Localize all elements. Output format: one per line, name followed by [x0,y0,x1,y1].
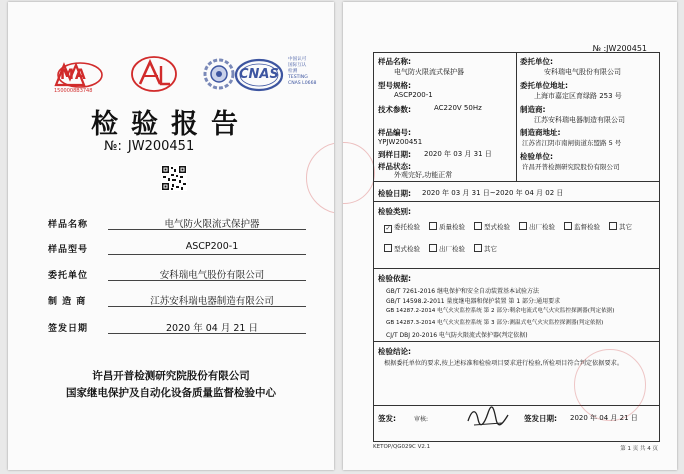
test-type-option [384,244,420,253]
test-type-options-row2 [384,244,654,256]
spec-label: 技术参数: [378,105,411,114]
test-type-option-label: 其它 [619,223,632,231]
manufacturer-address-label: 制造商地址: [520,128,561,137]
seal-stamp-left-edge [343,142,375,204]
test-type-option [519,222,555,231]
test-type-option-label: 监督检验 [574,223,600,231]
condition-value: 外观完好,功能正常 [394,171,453,179]
issue-date-value: 2020 年 04 月 21 日 [570,414,638,422]
cover-label: 签发日期 [48,324,89,334]
sample-name-label: 样品名称: [378,57,411,66]
row-divider [374,201,659,202]
cnas-lab-mark: 中国认可 国际互认 检测 TESTING CNAS L0668 [288,57,317,86]
underline [108,254,306,255]
client-address-label: 委托单位地址: [520,81,568,90]
underline [108,306,306,307]
official-seal-stamp [574,349,646,421]
test-type-option-label: 委托检验 [394,223,420,231]
test-type-options-row1 [384,222,654,234]
model-label: 型号规格: [378,81,411,90]
seal-stamp-edge [306,142,334,214]
cover-row-manufacturer [48,292,306,308]
cnas-logo [234,58,284,92]
handwritten-signature [466,405,510,429]
condition-label: 样品状态: [378,162,411,171]
unchecked-box-icon [519,222,527,230]
issuing-org-line-1: 许昌开普检测研究院股份有限公司 [92,370,250,382]
test-date-value: 2020 年 03 月 31 日~2020 年 04 月 02 日 [422,189,564,197]
unchecked-box-icon [474,244,482,252]
cnas-logo-text: CNAS [239,67,279,82]
standard-item: GB 14287.3-2014 电气火灾监控系统 第 3 部分:测温式电气火灾监控探测器(判定依据) [386,320,604,326]
report-cover-page [8,2,334,470]
sample-name-value: 电气防火限流式保护器 [394,68,464,76]
test-date-label: 检验日期: [378,189,411,198]
test-type-option [474,222,510,231]
cal-logo [130,54,178,94]
cover-label: 样品名称 [48,220,89,230]
client-address-value: 上海市嘉定区育绿路 253 号 [534,92,622,100]
test-type-option-label: 其它 [484,245,497,253]
unchecked-box-icon [474,222,482,230]
client-value: 安科瑞电气股份有限公司 [544,68,621,76]
cover-value: 电气防火限流式保护器 [164,219,260,230]
report-detail-page [343,2,677,470]
cover-row-model [48,240,306,256]
detail-report-number: № :JW200451 [592,44,647,53]
cover-row-issue-date [48,319,306,335]
test-basis-label: 检验依据: [378,274,411,283]
test-type-option [564,222,600,231]
sample-no-label: 样品编号: [378,128,411,137]
standard-item: GB/T 14598.2-2011 量度继电器和保护装置 第 1 部分:通用要求 [386,298,561,305]
model-value: ASCP200-1 [394,91,433,99]
unchecked-box-icon [609,222,617,230]
cma-logo [54,59,104,95]
cover-label: 制 造 商 [48,297,87,307]
cover-row-client [48,266,306,282]
underline [108,333,306,334]
report-title: 检验报告 [91,109,251,140]
column-divider [516,53,517,181]
reviewer-label: 审核: [414,416,429,423]
cover-label: 样品型号 [48,245,89,255]
checked-box-icon: ✓ [385,225,391,232]
arrival-date-value: 2020 年 03 月 31 日 [424,150,492,158]
client-label: 委托单位: [520,57,553,66]
standard-item: CJ/T DBJ 20-2016 电气防火限流式保护器(判定依据) [386,332,528,339]
underline [108,280,306,281]
cma-logo-text: MA [60,67,87,83]
unchecked-box-icon [429,222,437,230]
row-divider [374,268,659,269]
report-number [104,139,194,154]
cover-label: 委托单位 [48,271,89,281]
standard-item: GB 14287.2-2014 电气火灾监控系统 第 2 部分:剩余电流式电气火灾监控探测器(判定依据) [386,308,615,314]
test-type-option-label: 质量检验 [439,223,465,231]
testing-lab-value: 许昌开普检测研究院股份有限公司 [522,163,620,171]
detail-table [373,52,660,442]
cover-row-sample-name [48,215,306,231]
arrival-date-label: 到样日期: [378,150,411,159]
cover-value: 2020 年 04 月 21 日 [166,323,258,334]
report-number-value: JW200451 [127,139,195,154]
cover-value: 安科瑞电气股份有限公司 [159,270,265,281]
test-type-option [474,244,497,253]
accreditation-gear-logo [202,57,236,91]
manufacturer-value: 江苏安科瑞电器制造有限公司 [534,116,625,124]
conclusion-label: 检验结论: [378,347,411,356]
test-type-option-label: 出厂检验 [529,223,555,231]
qr-code [161,165,187,195]
underline [108,229,306,230]
issue-date-label: 签发日期: [524,414,557,423]
test-type-option-label: 型式检验 [484,223,510,231]
unchecked-box-icon [564,222,572,230]
test-type-option-label: 出厂检验 [439,245,465,253]
manufacturer-address-value: 江苏省江阴市南闸街道东盟路 5 号 [522,139,622,147]
test-type-option [609,222,632,231]
row-divider [374,181,659,182]
test-type-option [384,222,420,233]
report-number-label: №: [104,139,122,154]
cover-value: ASCP200-1 [185,241,239,252]
test-type-option-label: 型式检验 [394,245,420,253]
unchecked-box-icon [429,244,437,252]
manufacturer-label: 制造商: [520,105,546,114]
spec-value: AC220V 50Hz [434,104,482,112]
cma-logo-code: 1500008B3748 [54,88,93,94]
testing-lab-label: 检验单位: [520,152,553,161]
unchecked-box-icon [384,244,392,252]
test-type-label: 检验类别: [378,207,411,216]
row-divider [374,341,659,342]
test-type-option [429,222,465,231]
footer-form-code: KETOP/QG029C V2.1 [373,444,431,450]
sample-no-value: YPJW200451 [378,138,423,146]
cover-value: 江苏安科瑞电器制造有限公司 [150,296,274,307]
standard-item: GB/T 7261-2016 继电保护和安全自动装置基本试验方法 [386,288,539,295]
test-type-option [429,244,465,253]
footer-page-number: 第 1 页 共 4 页 [620,446,658,452]
approve-label: 签发: [378,414,396,423]
issuing-org-line-2: 国家继电保护及自动化设备质量监督检验中心 [66,387,276,399]
conclusion-text: 根据委托单位的要求,按上述标准和检验项目要求进行检验,所检项目符合判定依据要求。 [384,360,624,367]
